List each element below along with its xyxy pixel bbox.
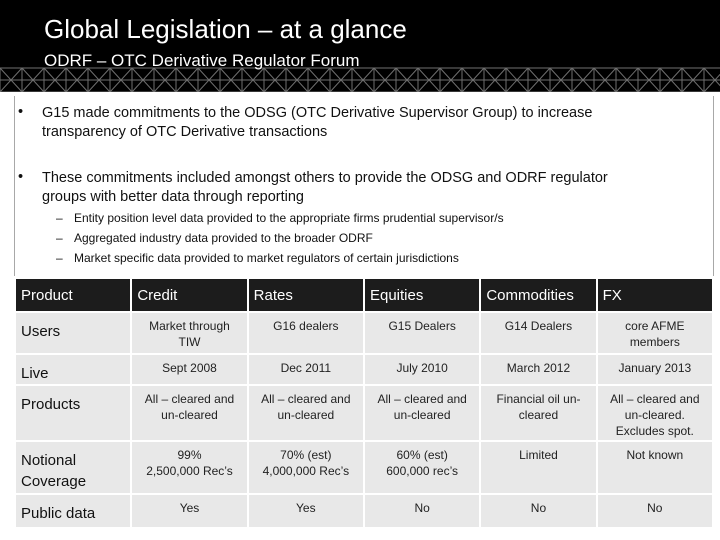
cell-line: 70% (est)	[280, 448, 332, 462]
table-cell	[132, 355, 246, 384]
row-header-live: Live	[16, 355, 130, 384]
cell-line: Not known	[626, 448, 684, 462]
cell-line: All – cleared and	[610, 392, 700, 406]
cell-line: Excludes spot.	[615, 424, 694, 438]
column-header-equities: Equities	[365, 279, 479, 311]
cell-line: G14 Dealers	[504, 319, 573, 333]
table-cell	[249, 442, 363, 493]
cell-line: March 2012	[506, 361, 571, 375]
bullet-2-line-1: These commitments included amongst others to provide the ODSG and ODRF regulator	[42, 170, 608, 186]
table-cell	[365, 355, 479, 384]
sub-bullet-3: Market specific data provided to market regulators of certain jurisdictions	[74, 251, 459, 265]
row-header-line: Notional	[21, 452, 77, 469]
table-cell	[132, 442, 246, 493]
table-cell	[132, 313, 246, 353]
bullet-text-2	[42, 169, 702, 207]
table-cell	[481, 442, 595, 493]
sub-bullet-2: Aggregated industry data provided to the broader ODRF	[74, 231, 373, 245]
bullet-1-line-1: G15 made commitments to the ODSG (OTC Derivative Supervisor Group) to increase	[42, 105, 593, 121]
cell-line: core AFME	[625, 319, 685, 333]
column-header-credit: Credit	[132, 279, 246, 311]
sub-bullet-1: Entity position level data provided to the appropriate firms prudential supervisor/s	[74, 211, 504, 225]
cell-line: TIW	[178, 335, 201, 349]
bullet-marker: •	[18, 169, 24, 185]
cell-line: No	[414, 501, 430, 515]
cell-line: Market through	[149, 319, 230, 333]
table-cell	[132, 495, 246, 527]
cell-line: No	[530, 501, 547, 515]
cell-line: un-cleared	[161, 408, 218, 422]
table-row	[16, 495, 712, 527]
sub-bullet-dash: –	[56, 251, 63, 265]
table-cell	[598, 355, 712, 384]
cell-line: Yes	[179, 501, 200, 515]
table-cell	[249, 313, 363, 353]
cell-line: All – cleared and	[377, 392, 467, 406]
column-header-product: Product	[16, 279, 130, 311]
cell-line: un-cleared	[393, 408, 451, 422]
cell-line: Yes	[296, 501, 316, 515]
cell-line: All – cleared and	[144, 392, 235, 406]
cell-line: January 2013	[618, 361, 692, 375]
cell-line: July 2010	[396, 361, 448, 375]
table-cell	[365, 313, 479, 353]
table-cell	[481, 386, 595, 440]
cell-line: 60% (est)	[396, 448, 448, 462]
table-cell	[365, 495, 479, 527]
table-cell	[365, 386, 479, 440]
cell-line: G16 dealers	[273, 319, 339, 333]
row-header-line: Coverage	[21, 473, 87, 490]
column-header-commodities: Commodities	[481, 279, 595, 311]
bullet-marker: •	[18, 104, 24, 120]
cell-line: 99%	[177, 448, 202, 462]
table-cell	[132, 386, 246, 440]
cell-line: Limited	[519, 448, 558, 462]
table-row	[16, 313, 712, 353]
table-cell	[249, 386, 363, 440]
table-cell	[481, 495, 595, 527]
row-header-users: Users	[16, 313, 130, 353]
row-header-public-data: Public data	[16, 495, 130, 527]
sub-bullet-dash: –	[56, 211, 63, 225]
cell-line: members	[629, 335, 680, 349]
table-row	[16, 355, 712, 384]
cell-line: cleared	[518, 408, 559, 422]
table-cell	[598, 386, 712, 440]
table-cell	[598, 495, 712, 527]
cell-line: All – cleared and	[261, 392, 351, 406]
cell-line: G15 Dealers	[388, 319, 456, 333]
table-cell	[365, 442, 479, 493]
slide-subtitle: ODRF – OTC Derivative Regulator Forum	[44, 51, 360, 70]
cell-line: Sept 2008	[162, 361, 217, 375]
column-header-rates: Rates	[249, 279, 363, 311]
bullet-text-1	[42, 104, 702, 142]
row-header-products: Products	[16, 386, 130, 440]
cell-line: 2,500,000 Rec’s	[146, 464, 233, 478]
cell-line: 4,000,000 Rec’s	[262, 464, 350, 478]
bullet-1-line-2: transparency of OTC Derivative transactions	[42, 124, 328, 140]
table-cell	[481, 313, 595, 353]
table-header-row	[16, 279, 712, 311]
cell-line: 600,000 rec’s	[386, 464, 459, 478]
slide-title: Global Legislation – at a glance	[44, 14, 407, 44]
cell-line: No	[647, 501, 663, 515]
bullet-2-line-2: groups with better data through reporting	[42, 189, 304, 205]
column-header-fx: FX	[598, 279, 712, 311]
table-cell	[598, 313, 712, 353]
table-cell	[249, 355, 363, 384]
table-row	[16, 442, 712, 493]
slide-header	[0, 0, 720, 92]
table-cell	[481, 355, 595, 384]
row-header-notional-coverage	[16, 442, 130, 493]
legislation-table	[14, 277, 714, 529]
sub-bullet-dash: –	[56, 231, 63, 245]
cell-line: Dec 2011	[280, 361, 332, 375]
cell-line: Financial oil un-	[496, 392, 581, 406]
table-cell	[249, 495, 363, 527]
table-cell	[598, 442, 712, 493]
cell-line: un-cleared.	[624, 408, 685, 422]
table-row	[16, 386, 712, 440]
cell-line: un-cleared	[277, 408, 335, 422]
